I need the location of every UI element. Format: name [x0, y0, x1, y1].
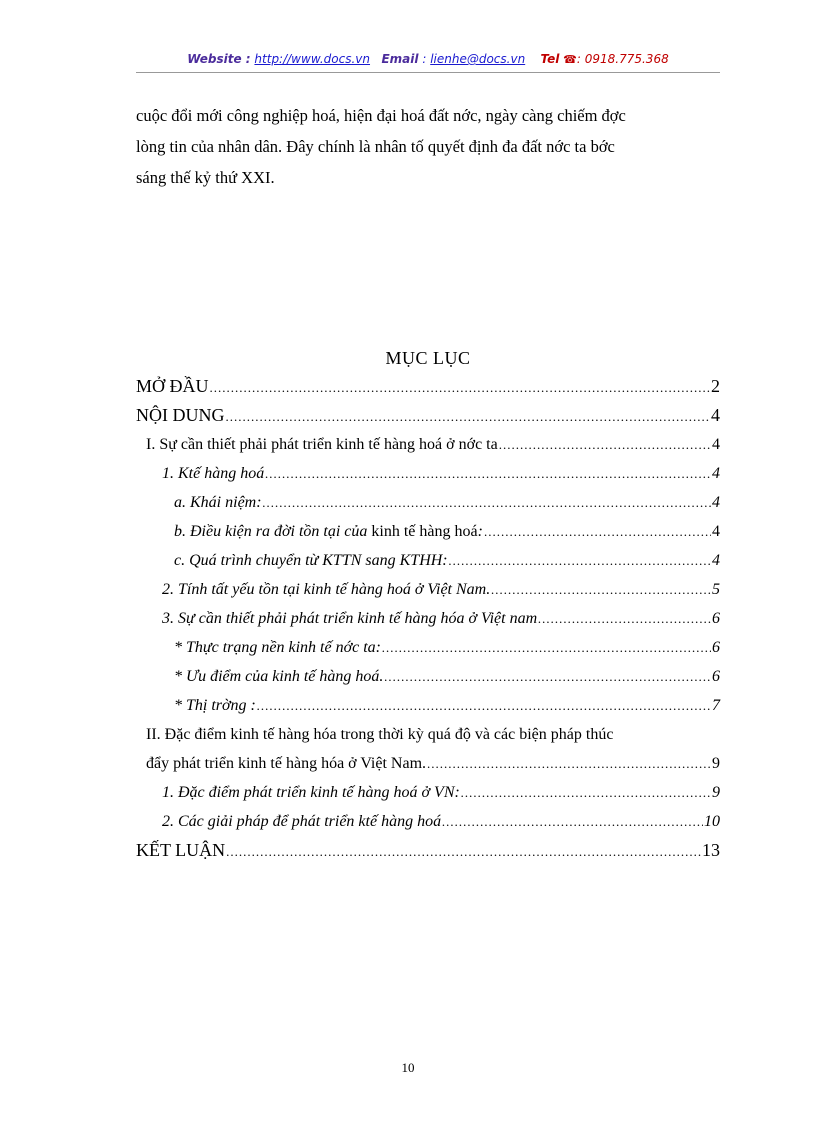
- toc-item-1-1-a[interactable]: [136, 488, 720, 517]
- toc-label: 1. Đặc điểm phát triển kinh tế hàng hoá ở VN:: [162, 784, 460, 801]
- toc-item-mo-dau[interactable]: [136, 372, 720, 401]
- body-paragraph: [136, 100, 708, 193]
- toc-page: 7: [712, 697, 720, 714]
- toc-item-2-1[interactable]: [136, 778, 720, 807]
- toc-label: 2. Tính tất yếu tồn tại kinh tế hàng hoá ở Việt Nam.: [162, 581, 491, 598]
- page-number: 10: [401, 1060, 415, 1075]
- paragraph-line: lòng tin của nhân dân. Đây chính là nhân tố quyết định đa đất nớc ta bớc: [136, 137, 615, 156]
- toc-item-section-2-line1[interactable]: II. Đặc điểm kinh tế hàng hóa trong thời kỳ quá độ và các biện pháp thúc: [146, 726, 614, 743]
- toc-leader: [226, 402, 711, 431]
- toc-page: 4: [712, 436, 720, 453]
- toc-item-section-1[interactable]: [136, 430, 720, 459]
- toc-page: 6: [712, 668, 720, 685]
- toc-leader: [382, 633, 711, 662]
- toc-label: NỘI DUNG: [136, 405, 225, 425]
- email-link[interactable]: lienhe@docs.vn: [430, 52, 526, 66]
- toc-item-1-3-thuc-trang[interactable]: [136, 633, 720, 662]
- toc-label-italic: b. Điều kiện ra đời tồn tại của: [174, 523, 372, 540]
- toc-label: * Ưu điểm của kinh tế hàng hoá.: [174, 668, 384, 685]
- toc-leader: [442, 807, 703, 836]
- toc-item-1-3-uu-diem[interactable]: [136, 662, 720, 691]
- toc-label: [174, 517, 483, 546]
- paragraph-line: sáng thế kỷ thứ XXI.: [136, 168, 275, 187]
- tel-label: Tel: [540, 52, 560, 66]
- toc-leader: [257, 691, 711, 720]
- toc-label: 3. Sự cần thiết phải phát triển kinh tế hàng hóa ở Việt nam: [162, 610, 538, 627]
- toc-page: 4: [712, 465, 720, 482]
- toc-page: 6: [712, 639, 720, 656]
- toc-item-1-1-c[interactable]: [136, 546, 720, 575]
- toc-item-1-3[interactable]: [136, 604, 720, 633]
- toc-label: 2. Các giải pháp để phát triển ktế hàng hoá: [162, 813, 442, 830]
- website-link[interactable]: http://www.docs.vn: [254, 52, 371, 66]
- toc-item-1-1[interactable]: [136, 459, 720, 488]
- email-label: Email: [381, 52, 419, 66]
- toc-page: 4: [711, 405, 720, 425]
- toc-leader: [491, 575, 711, 604]
- toc-leader: [226, 837, 701, 866]
- tel-value: : 0918.775.368: [576, 52, 669, 66]
- phone-icon: ☎: [563, 53, 577, 66]
- toc-page: 6: [712, 610, 720, 627]
- toc-label: * Thực trạng nền kinh tế nớc ta:: [174, 639, 382, 656]
- toc-page: 2: [711, 376, 720, 396]
- toc-label: I. Sự cần thiết phải phát triển kinh tế hàng hoá ở nớc ta: [146, 436, 498, 453]
- toc-page: 13: [702, 840, 720, 860]
- toc-item-1-2[interactable]: [136, 575, 720, 604]
- email-separator: :: [422, 52, 427, 66]
- toc-item-ket-luan[interactable]: [136, 836, 720, 865]
- toc-leader: [461, 778, 711, 807]
- toc-leader: [265, 459, 711, 488]
- toc-page: 9: [712, 755, 720, 772]
- toc-label: KẾT LUẬN: [136, 840, 226, 860]
- page-header: [136, 46, 720, 73]
- toc-leader: [210, 373, 710, 402]
- toc-label: * Thị trờng :: [174, 697, 256, 714]
- toc-leader: [384, 662, 711, 691]
- toc-page: 10: [704, 813, 720, 830]
- toc-page: 4: [712, 523, 720, 540]
- toc-item-1-1-b[interactable]: [136, 517, 720, 546]
- toc-label-tail: :: [477, 523, 483, 540]
- toc-leader: [449, 546, 711, 575]
- toc-label: c. Quá trình chuyển từ KTTN sang KTHH:: [174, 552, 448, 569]
- toc-label: đẩy phát triển kinh tế hàng hóa ở Việt Nam.: [146, 755, 427, 772]
- table-of-contents: [136, 372, 720, 865]
- toc-item-section-2[interactable]: [136, 749, 720, 778]
- toc-label-normal: kinh tế hàng hoá: [371, 523, 478, 540]
- toc-leader: [427, 749, 711, 778]
- toc-item-noi-dung[interactable]: [136, 401, 720, 430]
- toc-item-1-3-thi-truong[interactable]: [136, 691, 720, 720]
- toc-label: MỞ ĐẦU: [136, 376, 209, 396]
- toc-leader: [484, 517, 711, 546]
- toc-item-2-2[interactable]: [136, 807, 720, 836]
- toc-label: 1. Ktế hàng hoá: [162, 465, 265, 482]
- toc-label: a. Khái niệm:: [174, 494, 262, 511]
- toc-leader: [263, 488, 711, 517]
- toc-title: MỤC LỤC: [385, 348, 471, 368]
- toc-page: 5: [712, 581, 720, 598]
- website-label: Website :: [187, 52, 251, 66]
- toc-leader: [538, 604, 711, 633]
- toc-page: 4: [712, 494, 720, 511]
- toc-page: 4: [712, 552, 720, 569]
- paragraph-line: cuộc đổi mới công nghiệp hoá, hiện đại hoá đất nớc, ngày càng chiếm đợc: [136, 106, 626, 125]
- toc-page: 9: [712, 784, 720, 801]
- toc-leader: [499, 430, 711, 459]
